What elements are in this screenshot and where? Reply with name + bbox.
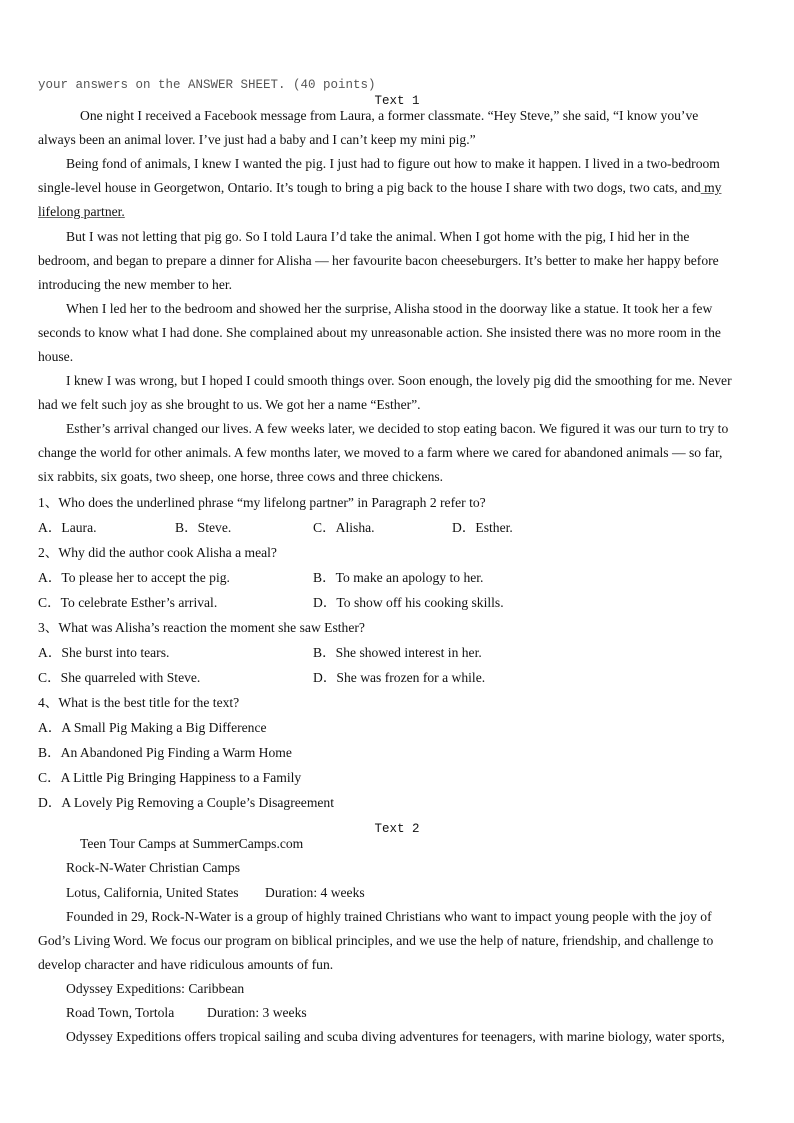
question-2: 2、Why did the author cook Alisha a meal? (38, 545, 277, 560)
option: B．An Abandoned Pig Finding a Warm Home (38, 745, 292, 760)
paragraph-line: Esther’s arrival changed our lives. A few weeks later, we decided to stop eating bacon. We figured it was our turn to try to (66, 421, 729, 436)
option: D．To show off his cooking skills. (313, 595, 504, 610)
paragraph-line: always been an animal lover. I’ve just had a baby and I can’t keep my mini pig.” (38, 132, 476, 147)
paragraph-line: six rabbits, six goats, two sheep, one horse, three cows and three chickens. (38, 469, 444, 484)
paragraph-line: When I led her to the bedroom and showed her the surprise, Alisha stood in the doorway like a statue. It took her a few (66, 301, 713, 316)
camp-name: Rock-N-Water Christian Camps (66, 860, 241, 875)
paragraph-line: Odyssey Expeditions offers tropical sailing and scuba diving adventures for teenagers, with marine biology, water sports, (66, 1029, 725, 1044)
option: B．To make an apology to her. (313, 570, 484, 585)
paragraph-line: had we felt such joy as she brought to us. We got her a name “Esther”. (38, 397, 421, 412)
underlined-phrase: lifelong partner. (38, 204, 125, 219)
paragraph-line: seconds to know what I had done. She complained about my unreasonable action. She insisted there was no more room in the (38, 325, 721, 340)
paragraph-line: But I was not letting that pig go. So I told Laura I’d take the animal. When I got home with the pig, I hid her in the (66, 229, 690, 244)
option: D．A Lovely Pig Removing a Couple’s Disagreement (38, 795, 335, 810)
paragraph-line: One night I received a Facebook message from Laura, a former classmate. “Hey Steve,” she said, “I know you’ve (80, 108, 699, 123)
text-span: single-level house in Georgetwon, Ontario. It’s tough to bring a pig back to the house I share with two dogs, two cats, and (38, 180, 701, 195)
paragraph-line (38, 179, 721, 197)
option: B．She showed interest in her. (313, 645, 482, 660)
option: A．She burst into tears. (38, 645, 170, 660)
paragraph-line: develop character and have ridiculous amounts of fun. (38, 957, 334, 972)
question-3: 3、What was Alisha’s reaction the moment she saw Esther? (38, 620, 365, 635)
paragraph-line: bedroom, and began to prepare a dinner for Alisha — her favourite bacon cheeseburgers. It’s better to make her happy before (38, 253, 719, 268)
section-title-text1: Text 1 (374, 94, 420, 108)
option: A．To please her to accept the pig. (38, 570, 230, 585)
option: C．She quarreled with Steve. (38, 670, 201, 685)
question-1: 1、Who does the underlined phrase “my lifelong partner” in Paragraph 2 refer to? (38, 495, 486, 510)
paragraph-line: Teen Tour Camps at SummerCamps.com (80, 836, 304, 851)
option: D．She was frozen for a while. (313, 670, 486, 685)
camp-duration: Duration: 3 weeks (207, 1005, 307, 1020)
option: C．To celebrate Esther’s arrival. (38, 595, 218, 610)
option: C．Alisha. (313, 520, 375, 535)
paragraph-line: change the world for other animals. A few months later, we moved to a farm where we cared for abandoned animals — so far, (38, 445, 723, 460)
paragraph-line: Being fond of animals, I knew I wanted the pig. I just had to figure out how to make it happen. I lived in a two-bedroom (66, 156, 720, 171)
underlined-phrase: my (700, 180, 722, 195)
camp-location: Road Town, Tortola (66, 1005, 175, 1020)
option: A．Laura. (38, 520, 97, 535)
option: A．A Small Pig Making a Big Difference (38, 720, 267, 735)
paragraph-line: I knew I was wrong, but I hoped I could smooth things over. Soon enough, the lovely pig did the smoothing for me. Never (66, 373, 732, 388)
paragraph-line: Founded in 29, Rock-N-Water is a group of highly trained Christians who want to impact young people with the joy of (66, 909, 712, 924)
option: D．Esther. (452, 520, 513, 535)
paragraph-line: house. (38, 349, 74, 364)
option: C．A Little Pig Bringing Happiness to a Family (38, 770, 302, 785)
question-4: 4、What is the best title for the text? (38, 695, 240, 710)
section-title-text2: Text 2 (374, 822, 420, 836)
option: B．Steve. (175, 520, 232, 535)
paragraph-line: introducing the new member to her. (38, 277, 233, 292)
instructions-header: your answers on the ANSWER SHEET. (40 points) (38, 78, 376, 92)
camp-location: Lotus, California, United States (66, 885, 239, 900)
paragraph-line: God’s Living Word. We focus our program on biblical principles, and we use the help of nature, friendship, and challenge to (38, 933, 714, 948)
camp-duration: Duration: 4 weeks (265, 885, 365, 900)
camp-name: Odyssey Expeditions: Caribbean (66, 981, 245, 996)
